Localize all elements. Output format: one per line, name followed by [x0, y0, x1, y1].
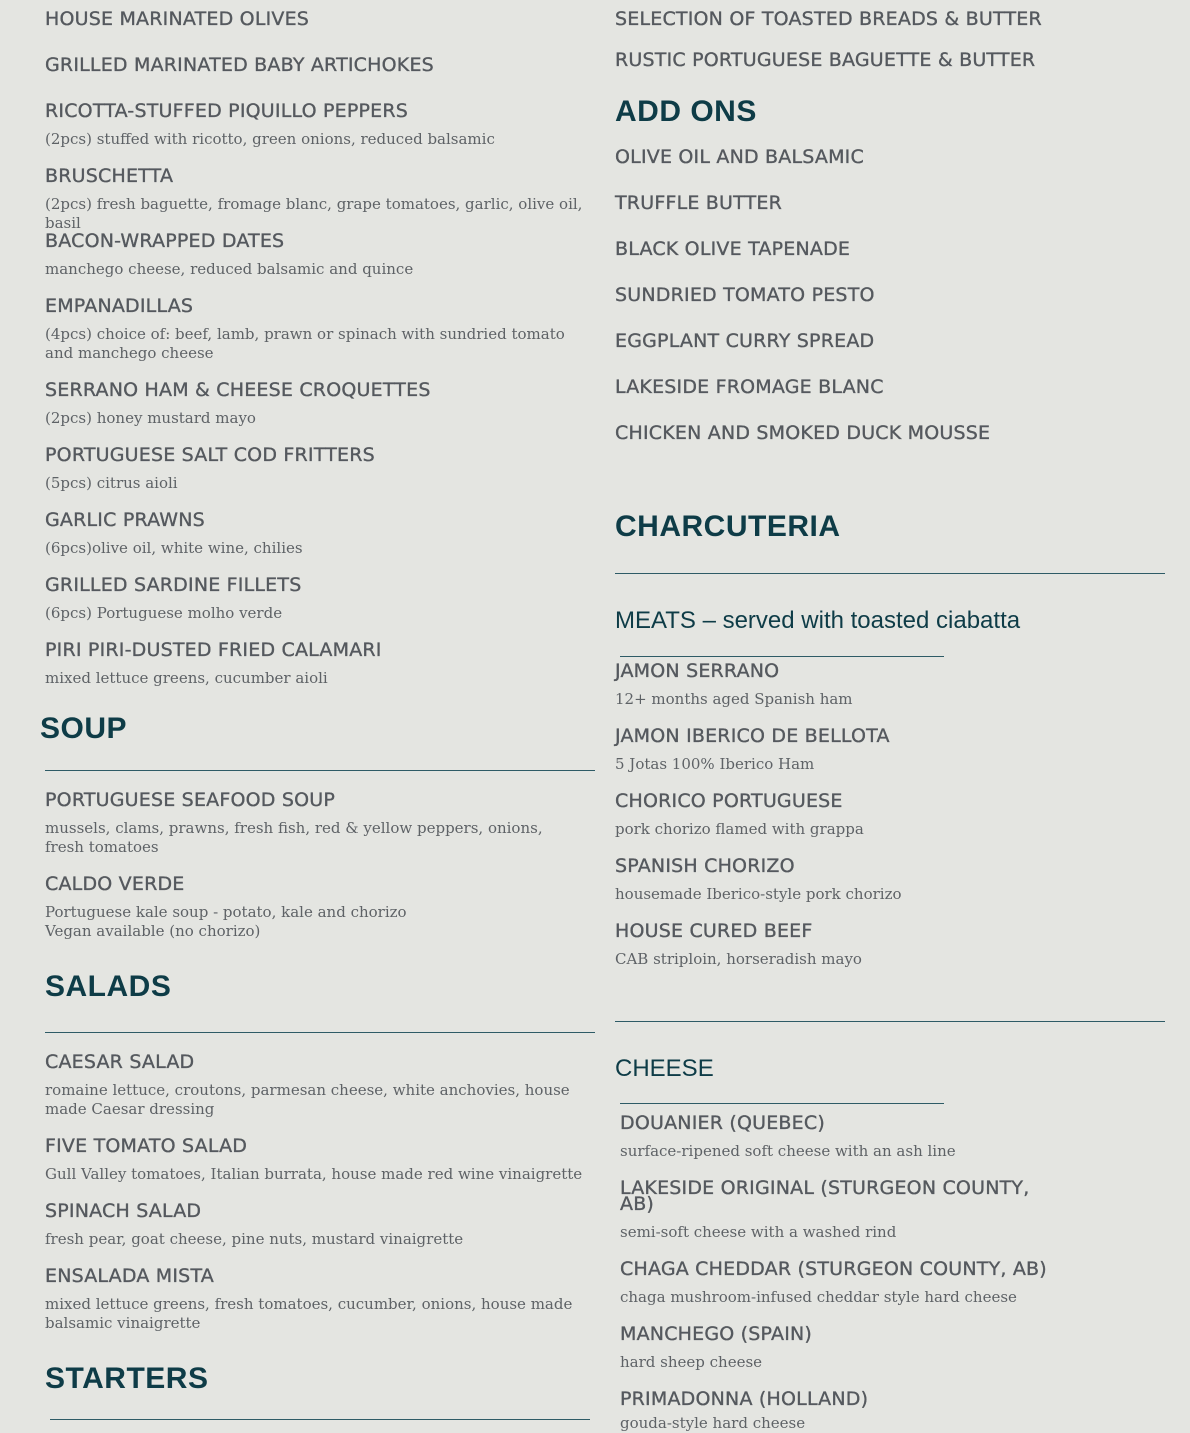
subsection-divider: [620, 656, 944, 657]
item-title: ENSALADA MISTA: [45, 1265, 214, 1287]
subsection-divider: [620, 1103, 944, 1104]
item-title: PORTUGUESE SALT COD FRITTERS: [45, 444, 375, 466]
item-title: CALDO VERDE: [45, 873, 185, 895]
item-title: CHICKEN AND SMOKED DUCK MOUSSE: [615, 422, 991, 444]
item-description: hard sheep cheese: [620, 1353, 763, 1371]
section-heading-starters: STARTERS: [45, 1362, 209, 1395]
section-divider: [45, 1032, 595, 1033]
item-description: romaine lettuce, croutons, parmesan cheese, white anchovies, house made Caesar dressing: [45, 1081, 570, 1118]
item-description: (4pcs) choice of: beef, lamb, prawn or spinach with sundried tomato and manchego cheese: [45, 325, 565, 362]
item-title: EMPANADILLAS: [45, 295, 194, 317]
item-description: 5 Jotas 100% Iberico Ham: [615, 755, 815, 773]
item-description: gouda-style hard cheese: [620, 1414, 806, 1432]
item-title: GARLIC PRAWNS: [45, 509, 205, 531]
item-description: Gull Valley tomatoes, Italian burrata, house made red wine vinaigrette: [45, 1165, 583, 1183]
item-description: fresh pear, goat cheese, pine nuts, mustard vinaigrette: [45, 1230, 464, 1248]
item-title: GRILLED SARDINE FILLETS: [45, 574, 302, 596]
item-description: Portuguese kale soup - potato, kale and chorizo: [45, 903, 407, 921]
subsection-heading-meats: MEATS – served with toasted ciabatta: [615, 607, 1021, 634]
item-title: BLACK OLIVE TAPENADE: [615, 238, 851, 260]
section-divider: [50, 1419, 590, 1420]
section-heading-salads: SALADS: [45, 970, 172, 1003]
item-title: LAKESIDE FROMAGE BLANC: [615, 376, 884, 398]
item-description: mixed lettuce greens, fresh tomatoes, cucumber, onions, house made balsamic vinaigrette: [45, 1295, 573, 1332]
item-description: CAB striploin, horseradish mayo: [615, 950, 862, 968]
item-title: MANCHEGO (SPAIN): [620, 1323, 813, 1345]
item-title: HOUSE MARINATED OLIVES: [45, 8, 310, 30]
item-title: OLIVE OIL AND BALSAMIC: [615, 146, 864, 168]
item-title: BRUSCHETTA: [45, 165, 174, 187]
item-title: HOUSE CURED BEEF: [615, 920, 813, 942]
item-description: (6pcs)olive oil, white wine, chilies: [45, 539, 303, 557]
item-title: RUSTIC PORTUGUESE BAGUETTE & BUTTER: [615, 49, 1036, 71]
item-title: SELECTION OF TOASTED BREADS & BUTTER: [615, 8, 1042, 30]
item-description: 12+ months aged Spanish ham: [615, 690, 853, 708]
item-description: (2pcs) fresh baguette, fromage blanc, grape tomatoes, garlic, olive oil, basil: [45, 195, 583, 232]
item-description: surface-ripened soft cheese with an ash line: [620, 1142, 956, 1160]
item-title: JAMON IBERICO DE BELLOTA: [615, 725, 890, 747]
item-title: GRILLED MARINATED BABY ARTICHOKES: [45, 54, 434, 76]
item-title: RICOTTA-STUFFED PIQUILLO PEPPERS: [45, 100, 409, 122]
item-title: BACON-WRAPPED DATES: [45, 230, 285, 252]
section-divider: [45, 770, 595, 771]
item-description: (5pcs) citrus aioli: [45, 474, 178, 492]
item-title: PORTUGUESE SEAFOOD SOUP: [45, 789, 336, 811]
item-title: LAKESIDE ORIGINAL (STURGEON COUNTY, AB): [620, 1177, 1030, 1215]
section-heading-soup: SOUP: [40, 712, 128, 745]
item-title: CHAGA CHEDDAR (STURGEON COUNTY, AB): [620, 1258, 1047, 1280]
item-title: SERRANO HAM & CHEESE CROQUETTES: [45, 379, 431, 401]
item-title: DOUANIER (QUEBEC): [620, 1112, 825, 1134]
item-description: pork chorizo flamed with grappa: [615, 820, 864, 838]
item-title: TRUFFLE BUTTER: [615, 192, 783, 214]
item-title: CHORICO PORTUGUESE: [615, 790, 843, 812]
item-title: SPINACH SALAD: [45, 1200, 202, 1222]
item-description: manchego cheese, reduced balsamic and quince: [45, 260, 414, 278]
section-heading-charcuteria: CHARCUTERIA: [615, 510, 841, 543]
item-title: CAESAR SALAD: [45, 1051, 195, 1073]
item-description-note: Vegan available (no chorizo): [45, 922, 261, 940]
item-description: (2pcs) stuffed with ricotto, green onions, reduced balsamic: [45, 130, 495, 148]
section-heading-add-ons: ADD ONS: [615, 95, 757, 128]
section-divider: [615, 1021, 1165, 1022]
item-title: FIVE TOMATO SALAD: [45, 1135, 248, 1157]
item-title: PIRI PIRI-DUSTED FRIED CALAMARI: [45, 639, 382, 661]
section-divider: [615, 573, 1165, 574]
item-description: mixed lettuce greens, cucumber aioli: [45, 669, 328, 687]
item-description: mussels, clams, prawns, fresh fish, red & yellow peppers, onions, fresh tomatoes: [45, 819, 543, 856]
item-description: chaga mushroom-infused cheddar style hard cheese: [620, 1288, 1017, 1306]
item-title: PRIMADONNA (HOLLAND): [620, 1388, 869, 1410]
item-title: SUNDRIED TOMATO PESTO: [615, 284, 875, 306]
item-title: SPANISH CHORIZO: [615, 855, 795, 877]
subsection-heading-cheese: CHEESE: [615, 1055, 714, 1082]
item-description: (6pcs) Portuguese molho verde: [45, 604, 283, 622]
item-description: housemade Iberico-style pork chorizo: [615, 885, 902, 903]
item-description: semi-soft cheese with a washed rind: [620, 1223, 897, 1241]
item-description: (2pcs) honey mustard mayo: [45, 409, 256, 427]
item-title: EGGPLANT CURRY SPREAD: [615, 330, 875, 352]
item-title: JAMON SERRANO: [615, 660, 780, 682]
